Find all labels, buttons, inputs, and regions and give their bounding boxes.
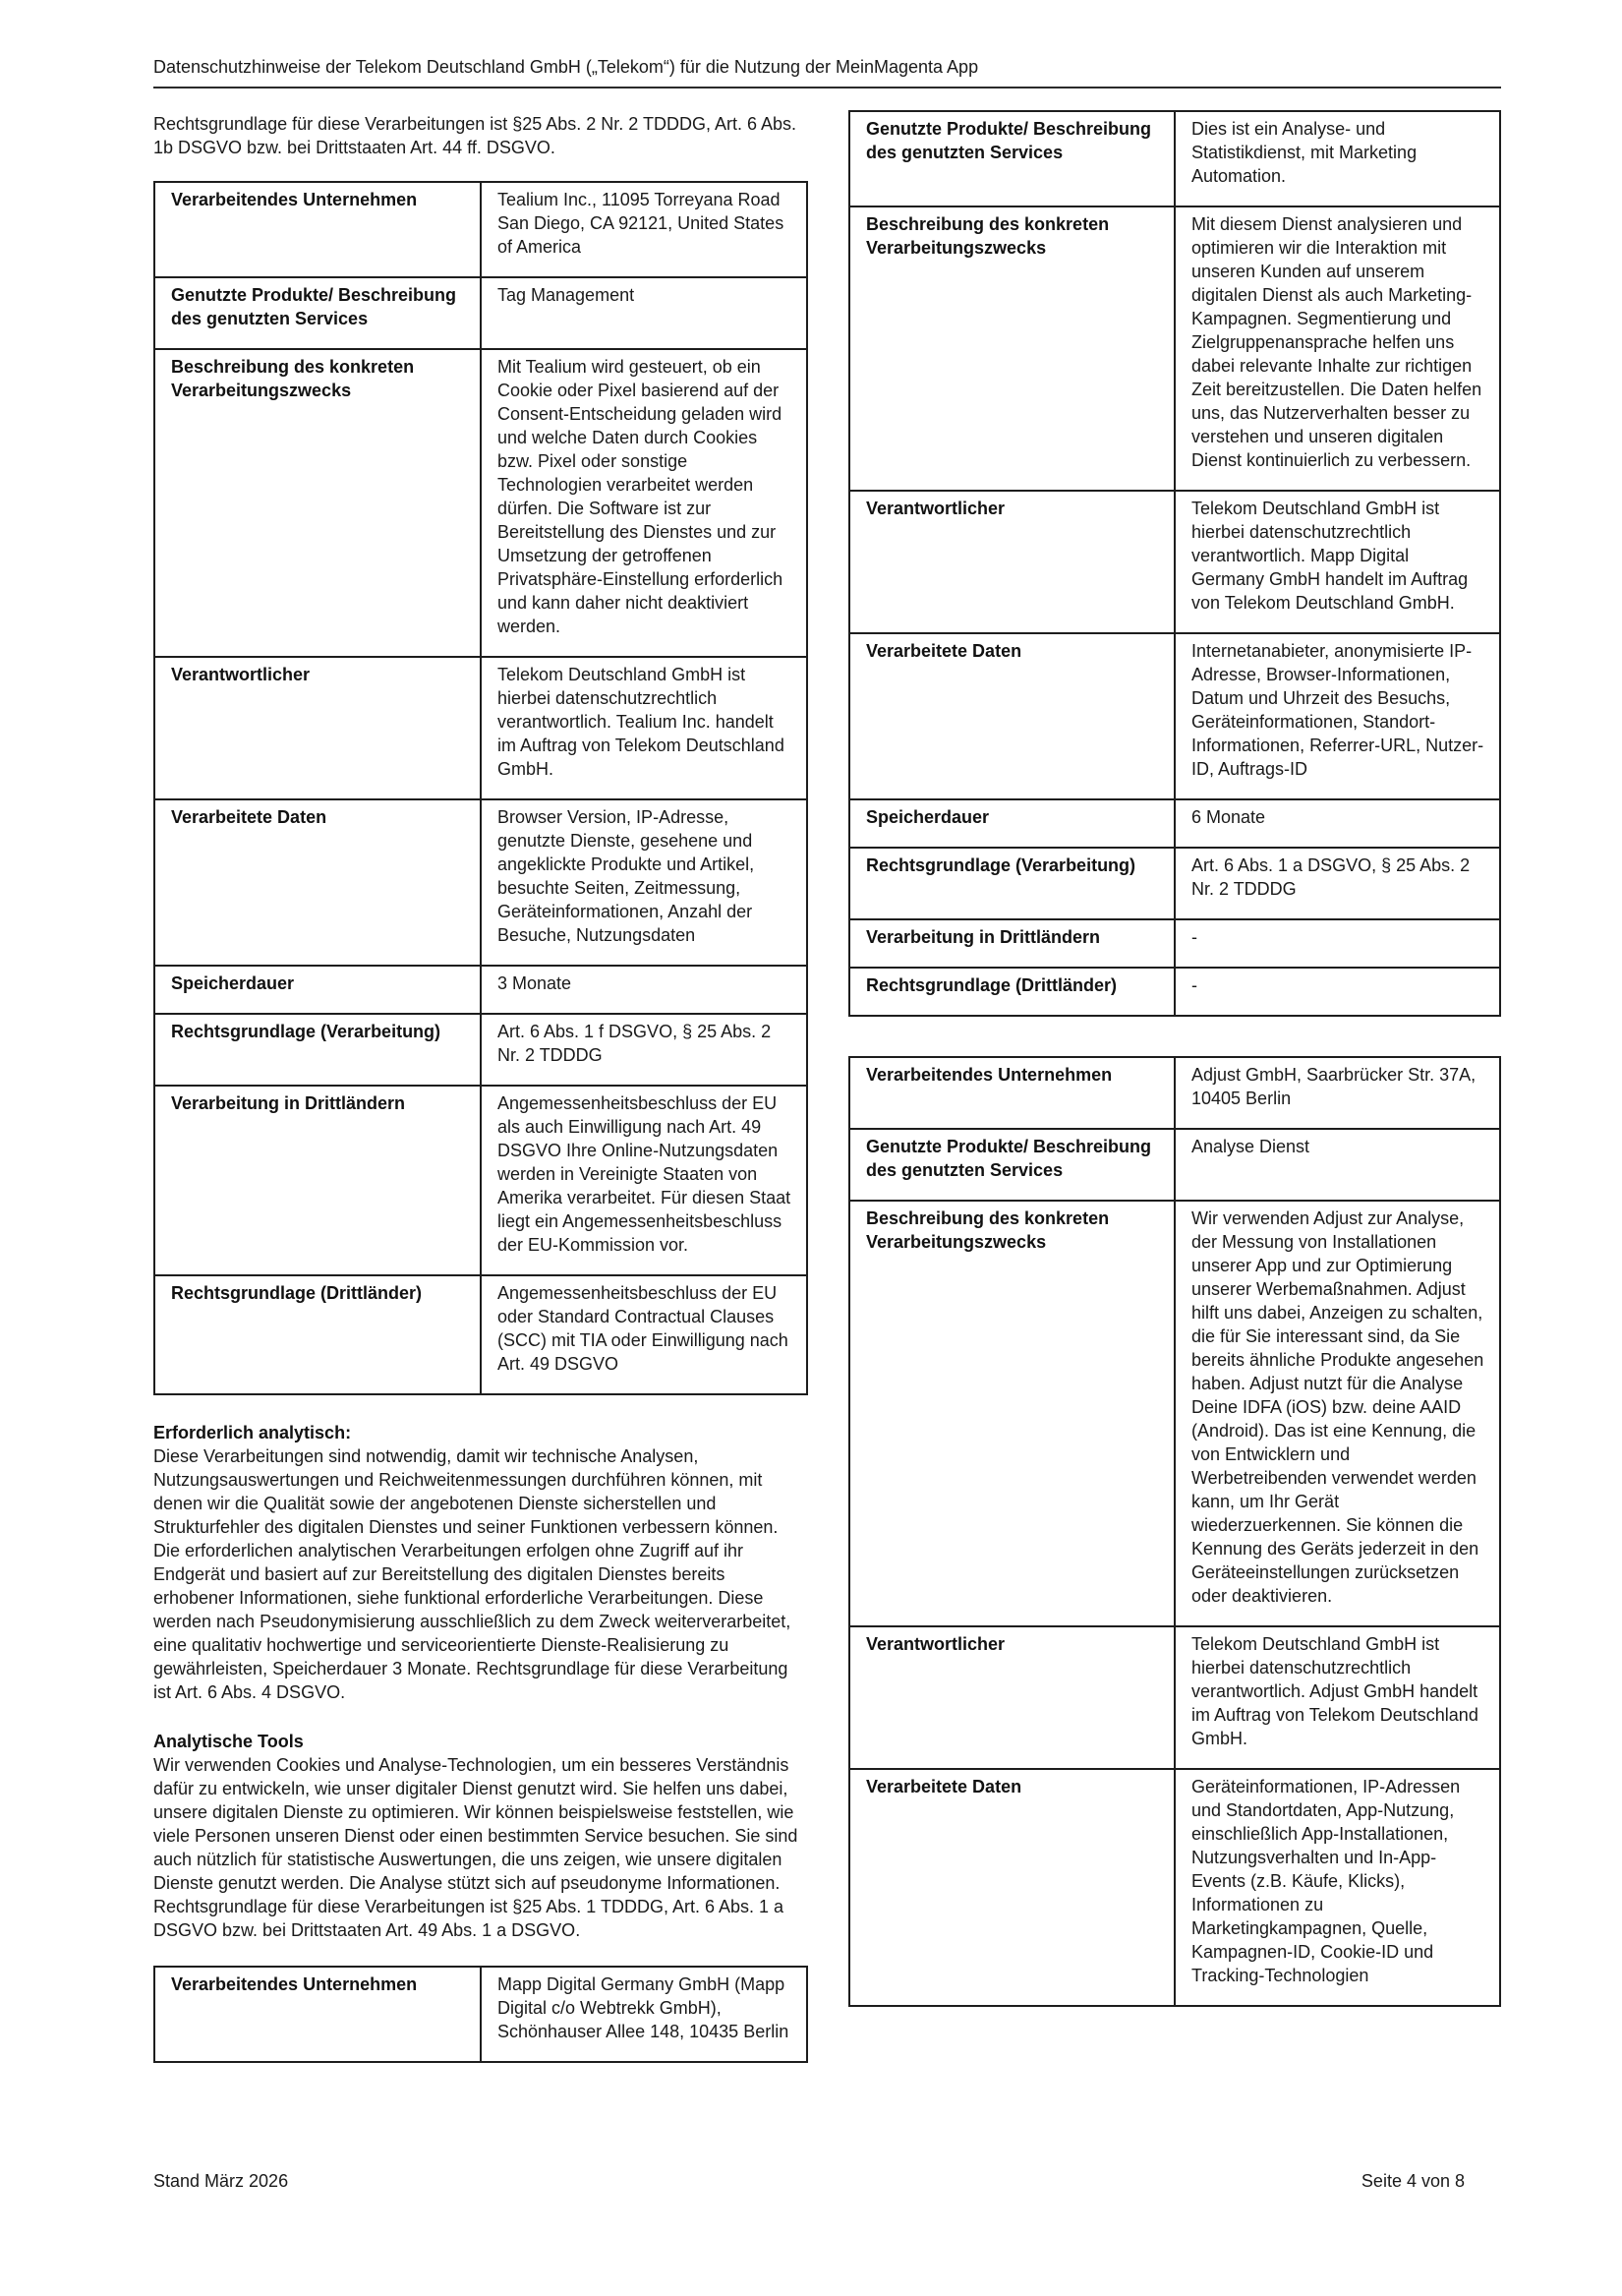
footer-date: Stand März 2026: [153, 2171, 289, 2191]
row-label-cell: Verarbeitung in Drittländern: [154, 1086, 481, 1275]
row-label-cell: Verarbeitete Daten: [849, 633, 1175, 799]
row-value-cell: Internetanabieter, anonymisierte IP-Adresse, Browser-Informationen, Datum und Uhrzeit des Besuchs, Geräteinformationen, Standort-Informationen, Referrer-URL, Nutzer-ID, Auftrags-ID: [1175, 633, 1500, 799]
row-label-cell: Rechtsgrundlage (Drittländer): [154, 1275, 481, 1394]
row-label-cell: Rechtsgrundlage (Verarbeitung): [154, 1014, 481, 1086]
row-value-cell: Art. 6 Abs. 1 a DSGVO, § 25 Abs. 2 Nr. 2 TDDDG: [1175, 848, 1500, 919]
row-label-cell: Verarbeitete Daten: [154, 799, 481, 966]
table-row: [154, 1275, 807, 1394]
table-row: [849, 919, 1500, 968]
row-value-cell: Wir verwenden Adjust zur Analyse, der Messung von Installationen unserer App und zur Optimierung unserer Werbemaßnahmen. Adjust hilft uns dabei, Anzeigen zu schalten, die für Sie interessant sind, da Sie bereits ähnliche Produkte angesehen haben. Adjust nutzt für die Analyse Deine IDFA (iOS) bzw. deine AAID (Android). Das ist eine Kennung, die von Entwicklern und Werbetreibenden verwendet werden kann, um Ihr Gerät wiederzuerkennen. Sie können die Kennung des Geräts jederzeit in den Geräteeinstellungen zurücksetzen oder deaktivieren.: [1175, 1201, 1500, 1626]
row-value-cell: Telekom Deutschland GmbH ist hierbei datenschutzrechtlich verantwortlich. Adjust GmbH handelt im Auftrag von Telekom Deutschland GmbH.: [1175, 1626, 1500, 1769]
table-row: [849, 633, 1500, 799]
tealium-table: [153, 181, 808, 1395]
table-row: [849, 1129, 1500, 1201]
row-label-cell: Verarbeitete Daten: [849, 1769, 1175, 2006]
row-value-cell: Tealium Inc., 11095 Torreyana Road San Diego, CA 92121, United States of America: [481, 182, 807, 277]
adjust-table: [848, 1056, 1501, 2007]
row-label-cell: Beschreibung des konkreten Verarbeitungszwecks: [154, 349, 481, 657]
row-value-cell: Angemessenheitsbeschluss der EU oder Standard Contractual Clauses (SCC) mit TIA oder Einwilligung nach Art. 49 DSGVO: [481, 1275, 807, 1394]
table-row: [849, 1201, 1500, 1626]
row-value-cell: Mapp Digital Germany GmbH (Mapp Digital c/o Webtrekk GmbH), Schönhauser Allee 148, 10435 Berlin: [481, 1967, 807, 2062]
row-value-cell: 6 Monate: [1175, 799, 1500, 848]
row-label-cell: Verarbeitendes Unternehmen: [849, 1057, 1175, 1129]
row-label-cell: Speicherdauer: [849, 799, 1175, 848]
row-value-cell: -: [1175, 968, 1500, 1016]
table-row: [849, 968, 1500, 1016]
row-label-cell: Genutzte Produkte/ Beschreibung des genutzten Services: [154, 277, 481, 349]
mapp-table-wrap: [153, 1966, 808, 2063]
row-label-cell: Speicherdauer: [154, 966, 481, 1014]
table-row: [154, 277, 807, 349]
row-value-cell: Art. 6 Abs. 1 f DSGVO, § 25 Abs. 2 Nr. 2 TDDDG: [481, 1014, 807, 1086]
row-label-cell: Verarbeitendes Unternehmen: [154, 1967, 481, 2062]
row-value-cell: Dies ist ein Analyse- und Statistikdienst, mit Marketing Automation.: [1175, 111, 1500, 206]
table-row: [849, 206, 1500, 491]
row-label-cell: Verarbeitung in Drittländern: [849, 919, 1175, 968]
row-label-cell: Genutzte Produkte/ Beschreibung des genutzten Services: [849, 111, 1175, 206]
table-row: [154, 349, 807, 657]
row-value-cell: Adjust GmbH, Saarbrücker Str. 37A, 10405 Berlin: [1175, 1057, 1500, 1129]
table-row: [849, 491, 1500, 633]
table-row: [154, 1014, 807, 1086]
mapp-table-continued: [848, 110, 1501, 1017]
row-label-cell: Beschreibung des konkreten Verarbeitungszwecks: [849, 206, 1175, 491]
row-value-cell: Mit diesem Dienst analysieren und optimieren wir die Interaktion mit unseren Kunden auf unserem digitalen Dienst als auch Marketing-Kampagnen. Segmentierung und Zielgruppenansprache helfen uns dabei relevante Inhalte zur richtigen Zeit bereitzustellen. Die Daten helfen uns, das Nutzerverhalten besser zu verstehen und unseren digitalen Dienst kontinuierlich zu verbessern.: [1175, 206, 1500, 491]
row-label-cell: Verarbeitendes Unternehmen: [154, 182, 481, 277]
row-value-cell: Tag Management: [481, 277, 807, 349]
row-value-cell: Mit Tealium wird gesteuert, ob ein Cookie oder Pixel basierend auf der Consent-Entscheidung geladen wird und welche Daten durch Cookies bzw. Pixel oder sonstige Technologien verarbeitet werden dürfen. Die Software ist zur Bereitstellung des Dienstes und zur Umsetzung der getroffenen Privatsphäre-Einstellung erforderlich und kann daher nicht deaktiviert werden.: [481, 349, 807, 657]
table-row: [849, 799, 1500, 848]
right-column: [848, 110, 1501, 2007]
row-label-cell: Verantwortlicher: [154, 657, 481, 799]
table-row: [154, 966, 807, 1014]
section-analytische-tools: [153, 1730, 808, 1942]
table-row: [154, 799, 807, 966]
mapp-table: [153, 1966, 808, 2063]
row-label-cell: Rechtsgrundlage (Verarbeitung): [849, 848, 1175, 919]
footer-page-number: Seite 4 von 8: [1361, 2171, 1465, 2191]
section-body: Diese Verarbeitungen sind notwendig, damit wir technische Analysen, Nutzungsauswertungen und Reichweitenmessungen durchführen können, mit denen wir die Qualität sowie der angebotenen Dienste sicherstellen und Strukturfehler des digitalen Dienstes und seiner Funktionen verbessern können. Die erforderlichen analytischen Verarbeitungen erfolgen ohne Zugriff auf ihr Endgerät und basiert auf zur Bereitstellung des digitalen Dienstes bereits erhobener Informationen, siehe funktional erforderliche Verarbeitungen. Diese werden nach Pseudonymisierung ausschließlich zu dem Zweck weiterverarbeitet, eine qualitativ hochwertige und serviceorientierte Dienste-Realisierung zu gewährleisten, Speicherdauer 3 Monate. Rechtsgrundlage für diese Verarbeitung ist Art. 6 Abs. 4 DSGVO.: [153, 1446, 791, 1702]
document-header: [153, 56, 1501, 88]
row-value-cell: 3 Monate: [481, 966, 807, 1014]
intro-paragraph: Rechtsgrundlage für diese Verarbeitungen ist §25 Abs. 2 Nr. 2 TDDDG, Art. 6 Abs. 1b DSGVO bzw. bei Drittstaaten Art. 44 ff. DSGVO.: [153, 114, 797, 157]
row-label-cell: Beschreibung des konkreten Verarbeitungszwecks: [849, 1201, 1175, 1626]
row-value-cell: Telekom Deutschland GmbH ist hierbei datenschutzrechtlich verantwortlich. Mapp Digital Germany GmbH handelt im Auftrag von Telekom Deutschland GmbH.: [1175, 491, 1500, 633]
left-column: [153, 110, 808, 2063]
table-row: [154, 1967, 807, 2062]
row-label-cell: Verantwortlicher: [849, 491, 1175, 633]
table-row: [849, 1769, 1500, 2006]
row-label-cell: Genutzte Produkte/ Beschreibung des genutzten Services: [849, 1129, 1175, 1201]
row-value-cell: Geräteinformationen, IP-Adressen und Standortdaten, App-Nutzung, einschließlich App-Installationen, Nutzungsverhalten und In-App-Events (z.B. Käufe, Klicks), Informationen zu Marketingkampagnen, Quelle, Kampagnen-ID, Cookie-ID und Tracking-Technologien: [1175, 1769, 1500, 2006]
table-row: [849, 1626, 1500, 1769]
row-value-cell: -: [1175, 919, 1500, 968]
header-title: Datenschutzhinweise der Telekom Deutschland GmbH („Telekom“) für die Nutzung der MeinMagenta App: [153, 57, 979, 77]
row-value-cell: Browser Version, IP-Adresse, genutzte Dienste, gesehene und angeklickte Produkte und Artikel, besuchte Seiten, Zeitmessung, Geräteinformationen, Anzahl der Besuche, Nutzungsdaten: [481, 799, 807, 966]
table-row: [154, 1086, 807, 1275]
table-row: [849, 1057, 1500, 1129]
table-row: [154, 657, 807, 799]
section-body: Wir verwenden Cookies und Analyse-Technologien, um ein besseres Verständnis dafür zu entwickeln, wie unser digitaler Dienst genutzt wird. Sie helfen uns dabei, unsere digitalen Dienste zu optimieren. Wir können beispielsweise feststellen, wie viele Personen unseren Dienst oder einen bestimmten Service besuchen. Sie sind auch nützlich für statistische Auswertungen, die uns zeigen, wie unsere digitalen Dienste genutzt werden. Die Analyse stützt sich auf pseudonyme Informationen. Rechtsgrundlage für diese Verarbeitungen ist §25 Abs. 1 TDDDG, Art. 6 Abs. 1 a DSGVO bzw. bei Drittstaaten Art. 49 Abs. 1 a DSGVO.: [153, 1755, 798, 1940]
adjust-table-wrap: [848, 1056, 1501, 2007]
table-row: [849, 848, 1500, 919]
section-heading: Analytische Tools: [153, 1732, 304, 1751]
section-erforderlich-analytisch: [153, 1421, 808, 1704]
row-label-cell: Rechtsgrundlage (Drittländer): [849, 968, 1175, 1016]
row-value-cell: Angemessenheitsbeschluss der EU als auch Einwilligung nach Art. 49 DSGVO Ihre Online-Nutzungsdaten werden in Vereinigte Staaten von Amerika verarbeitet. Für diesen Staat liegt ein Angemessenheitsbeschluss der EU-Kommission vor.: [481, 1086, 807, 1275]
table-row: [849, 111, 1500, 206]
table-row: [154, 182, 807, 277]
row-label-cell: Verantwortlicher: [849, 1626, 1175, 1769]
row-value-cell: Telekom Deutschland GmbH ist hierbei datenschutzrechtlich verantwortlich. Tealium Inc. handelt im Auftrag von Telekom Deutschland GmbH.: [481, 657, 807, 799]
section-heading: Erforderlich analytisch:: [153, 1423, 352, 1442]
row-value-cell: Analyse Dienst: [1175, 1129, 1500, 1201]
